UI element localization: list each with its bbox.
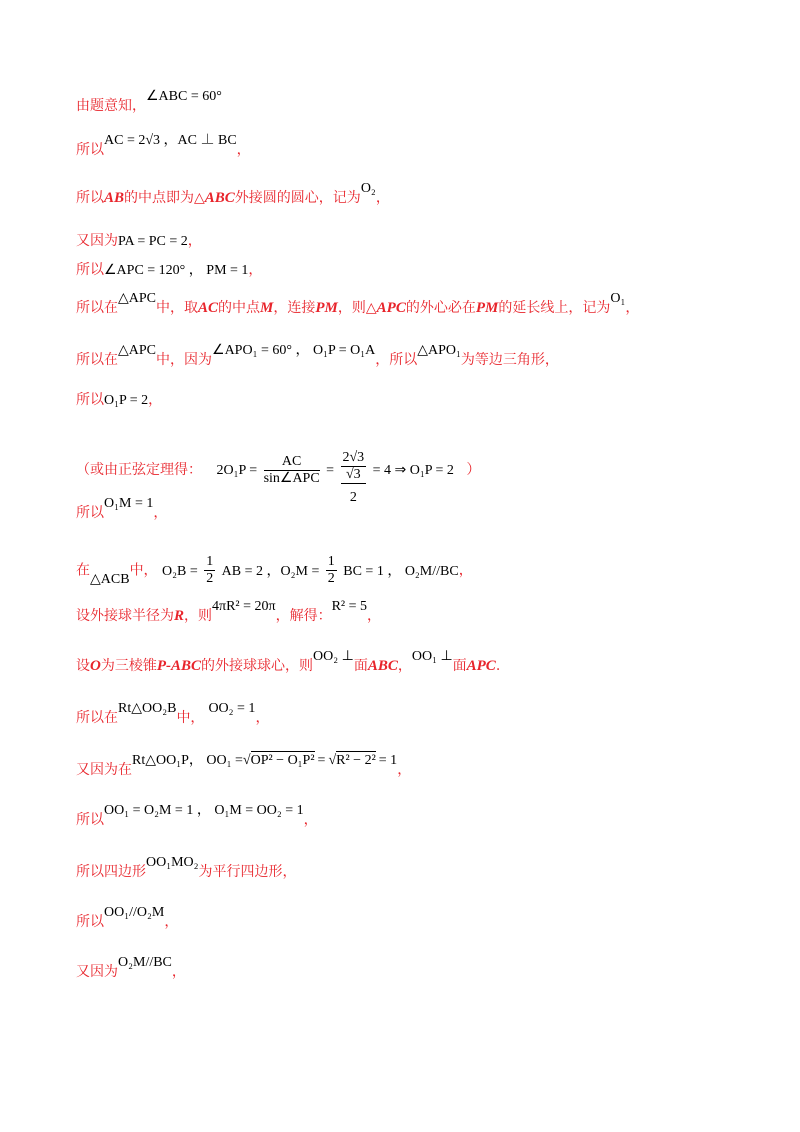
formula: O₂M//BC — [118, 955, 172, 970]
formula: ∠APC = 120° ， PM = 1 — [104, 263, 249, 278]
math-var: ABC — [204, 190, 235, 206]
text: 所以在 — [76, 710, 118, 726]
fraction-2sqrt3 — [341, 450, 367, 506]
text: ， — [397, 658, 412, 674]
denominator: 2 — [327, 571, 335, 586]
formula: OO₁ = O₂M = 1 ， O₁M = OO₂ = 1 — [104, 803, 304, 818]
text: 所以在 — [76, 300, 118, 316]
text: ，则△ — [337, 300, 377, 316]
line-17 — [76, 855, 297, 883]
fraction-half — [326, 554, 337, 587]
math-var: AC — [198, 300, 219, 316]
formula: △APC — [118, 343, 157, 358]
formula: = 1 — [378, 753, 398, 768]
formula: 4πR² = 20π — [212, 599, 276, 614]
formula: OO₁MO₂ — [146, 855, 199, 870]
radicand: OP² − O₁P² — [250, 753, 315, 768]
line-7 — [76, 343, 559, 371]
text: ，所以 — [375, 352, 418, 368]
text: 设外接球半径为 — [76, 608, 174, 624]
text: ， — [148, 392, 163, 408]
text: ， — [625, 300, 640, 316]
text: 的延长线上，记为 — [498, 300, 611, 316]
line-10 — [76, 496, 168, 524]
text: 中， — [129, 562, 158, 579]
formula: △ACB — [90, 571, 130, 587]
formula: = — [326, 463, 335, 478]
line-4 — [76, 231, 202, 252]
line-16 — [76, 803, 318, 831]
formula: = — [317, 753, 326, 768]
text: 的中点即为△ — [124, 190, 205, 206]
line-8 — [76, 390, 162, 411]
math-var: APC — [376, 300, 406, 316]
text: 所以 — [76, 190, 104, 206]
text: 由题意知， — [76, 98, 146, 114]
formula: ∠APO₁ = 60° ， O₁P = O₁A — [212, 343, 376, 358]
formula: Rt△OO₂B — [118, 701, 177, 716]
text: ， — [248, 262, 263, 278]
text: 在 — [76, 562, 90, 579]
numerator: 1 — [206, 554, 214, 569]
text: ， — [171, 964, 186, 980]
formula: O₁ — [610, 291, 626, 306]
line-3 — [76, 181, 390, 209]
text: ， — [397, 762, 412, 778]
radicand: R² − 2² — [336, 753, 376, 768]
denominator: 2 — [206, 571, 214, 586]
line-19 — [76, 955, 186, 983]
formula: OO₂ = 1 — [208, 701, 256, 716]
line-5 — [76, 260, 262, 281]
denominator-bottom: 2 — [349, 490, 357, 505]
text: 又因为 — [76, 233, 118, 249]
text: ， — [458, 562, 473, 579]
text: 面 — [452, 658, 467, 674]
text: 所以在 — [76, 352, 118, 368]
math-var: AB — [104, 190, 125, 206]
text: ） — [466, 462, 481, 478]
text: ， — [303, 812, 318, 828]
text: 所以 — [76, 262, 104, 278]
formula: OO₂ ⊥ — [313, 649, 354, 664]
text: ， — [236, 142, 251, 158]
formula: 2O₁P = — [216, 463, 258, 478]
line-2 — [76, 133, 251, 161]
text: 中，取 — [156, 300, 199, 316]
numerator: AC — [264, 454, 320, 471]
text: ，连接 — [273, 300, 316, 316]
text: 所以 — [76, 505, 104, 521]
formula: △APC — [118, 291, 157, 306]
text: ，则 — [184, 608, 213, 624]
denominator-top: √3 — [341, 467, 367, 484]
text: ， — [375, 190, 390, 206]
text: 又因为在 — [76, 762, 132, 778]
numerator: 2√3 — [342, 450, 365, 465]
math-var: ABC — [367, 658, 398, 674]
text: 为等边三角形， — [460, 352, 559, 368]
formula: OO₁//O₂M — [104, 905, 165, 920]
formula: O₁P = 2 — [104, 393, 149, 408]
math-var: M — [260, 300, 274, 316]
fraction-ac-sin — [264, 454, 320, 487]
denominator — [341, 467, 367, 506]
text: 设 — [76, 658, 90, 674]
text: 为三棱锥 — [100, 658, 157, 674]
sqrt: √OP² − O₁P² — [242, 753, 315, 768]
text: . — [495, 658, 501, 674]
math-var: P-ABC — [156, 658, 202, 674]
formula: OO₁ ⊥ — [411, 649, 453, 664]
line-14 — [76, 701, 270, 729]
line-6 — [76, 291, 640, 319]
formula: AB = 2 ，O₂M = — [221, 563, 320, 579]
text: ， — [187, 233, 202, 249]
formula: O₁M = 1 — [104, 496, 154, 511]
formula: ， OO₁ = — [188, 753, 243, 768]
formula: O₂B = — [162, 563, 198, 579]
text: 中， — [176, 710, 205, 726]
text: 所以 — [76, 142, 104, 158]
text: ， — [255, 710, 270, 726]
numerator: 1 — [327, 554, 335, 569]
text: 所以四边形 — [76, 864, 146, 880]
text: （或由正弦定理得： — [76, 462, 202, 478]
text: 又因为 — [76, 964, 118, 980]
formula: R² = 5 — [331, 599, 368, 614]
math-var: PM — [475, 300, 499, 316]
text: 中，因为 — [156, 352, 213, 368]
text: 外接圆的圆心，记为 — [234, 190, 361, 206]
formula: = 4 ⇒ O₁P = 2 — [372, 463, 454, 478]
text: ， — [153, 505, 168, 521]
line-11 — [76, 554, 473, 587]
text: ， — [164, 914, 179, 930]
math-var: R — [174, 608, 185, 624]
sqrt: √R² − 2² — [328, 753, 376, 768]
math-var: PM — [315, 300, 338, 316]
text: ， — [367, 608, 382, 624]
formula: BC = 1 ， O₂M//BC — [343, 563, 459, 579]
text: 为平行四边形， — [198, 864, 297, 880]
text: 的中点 — [218, 300, 261, 316]
text: 所以 — [76, 914, 104, 930]
formula: Rt△OO₁P — [132, 753, 189, 768]
denominator: sin∠APC — [263, 470, 320, 486]
fraction-half — [204, 554, 215, 587]
math-var: O — [90, 658, 101, 674]
formula: O₂ — [360, 181, 376, 196]
formula: ∠ABC = 60° — [146, 89, 222, 104]
line-18 — [76, 905, 179, 933]
text: 的外接球球心，则 — [201, 658, 314, 674]
formula: △APO₁ — [417, 343, 461, 358]
line-13 — [76, 649, 501, 677]
formula: AC = 2√3 ，AC ⊥ BC — [104, 133, 237, 148]
formula: PA = PC = 2 — [118, 234, 188, 249]
math-var: APC — [466, 658, 496, 674]
text: 的外心必在 — [405, 300, 476, 316]
text: 所以 — [76, 392, 104, 408]
line-1 — [76, 89, 222, 117]
text: 面 — [353, 658, 368, 674]
line-12 — [76, 599, 382, 627]
text: ，解得： — [275, 608, 332, 624]
line-15 — [76, 753, 412, 781]
text: 所以 — [76, 812, 104, 828]
